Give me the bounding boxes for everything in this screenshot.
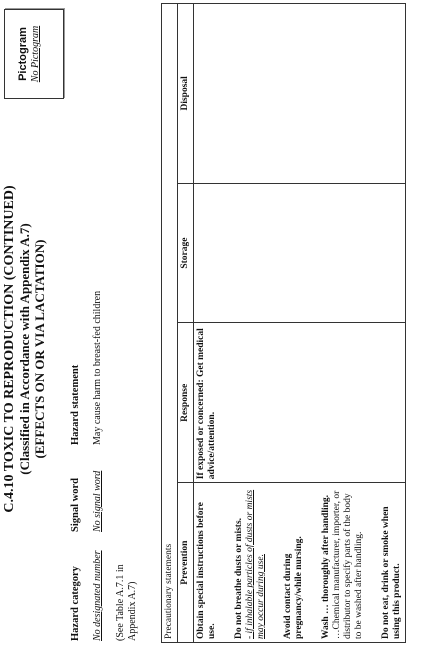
response-cell: If exposed or concerned: Get medical advice/attention.	[194, 323, 406, 483]
prevention-cell	[194, 483, 406, 643]
header-prevention: Prevention	[178, 483, 194, 643]
title-line-2: (Classified in Accordance with Appendix A.7)	[17, 223, 32, 475]
prevention-statement-5: Do not eat, drink or smoke when using this product.	[381, 506, 402, 639]
prevention-statement-1: Obtain special instructions before use.	[196, 502, 217, 639]
prevention-statement-4: Wash … thoroughly after handling.	[321, 494, 331, 639]
prevention-statement-2: Do not breathe dusts or mists.	[234, 517, 244, 639]
prevention-statement-3: Avoid contact during pregnancy/while nursing.	[283, 536, 304, 639]
header-response: Response	[178, 323, 194, 483]
signal-word-label: Signal word	[70, 478, 81, 532]
header-disposal: Disposal	[178, 4, 194, 184]
title-line-3: (EFFECTS ON OR VIA LACTATION)	[32, 239, 47, 459]
prevention-statement-4-note: …Chemical manufacturer, importer, or distributor to specify parts of the body to be washed after handling.	[332, 490, 364, 639]
precautionary-table	[161, 3, 406, 643]
storage-cell	[194, 183, 406, 323]
title-line-1: C.4.10 TOXIC TO REPRODUCTION (CONTINUED)	[2, 185, 17, 513]
header-storage: Storage	[178, 183, 194, 323]
pictogram-box	[4, 9, 64, 99]
hazard-category-label: Hazard category	[70, 566, 81, 641]
precautionary-caption: Precautionary statements	[162, 4, 178, 643]
signal-word-block	[70, 452, 104, 532]
hazard-category-block	[70, 531, 139, 641]
page-title	[2, 119, 47, 579]
pictogram-value: No Pictogram	[30, 25, 41, 83]
prevention-statement-2-condition: - if inhalable particles of dusts or mists may occur during use.	[245, 489, 266, 639]
disposal-cell	[194, 4, 406, 184]
signal-word-value: No signal word	[92, 470, 103, 532]
hazard-statement-block	[70, 145, 104, 445]
hazard-category-note: (See Table A.7.1 in Appendix A.7)	[115, 564, 138, 641]
hazard-statement-value: May cause harm to breast-fed children	[92, 290, 103, 445]
hazard-category-value: No designated number	[92, 550, 103, 641]
pictogram-heading: Pictogram	[17, 27, 29, 81]
hazard-statement-label: Hazard statement	[70, 364, 81, 445]
